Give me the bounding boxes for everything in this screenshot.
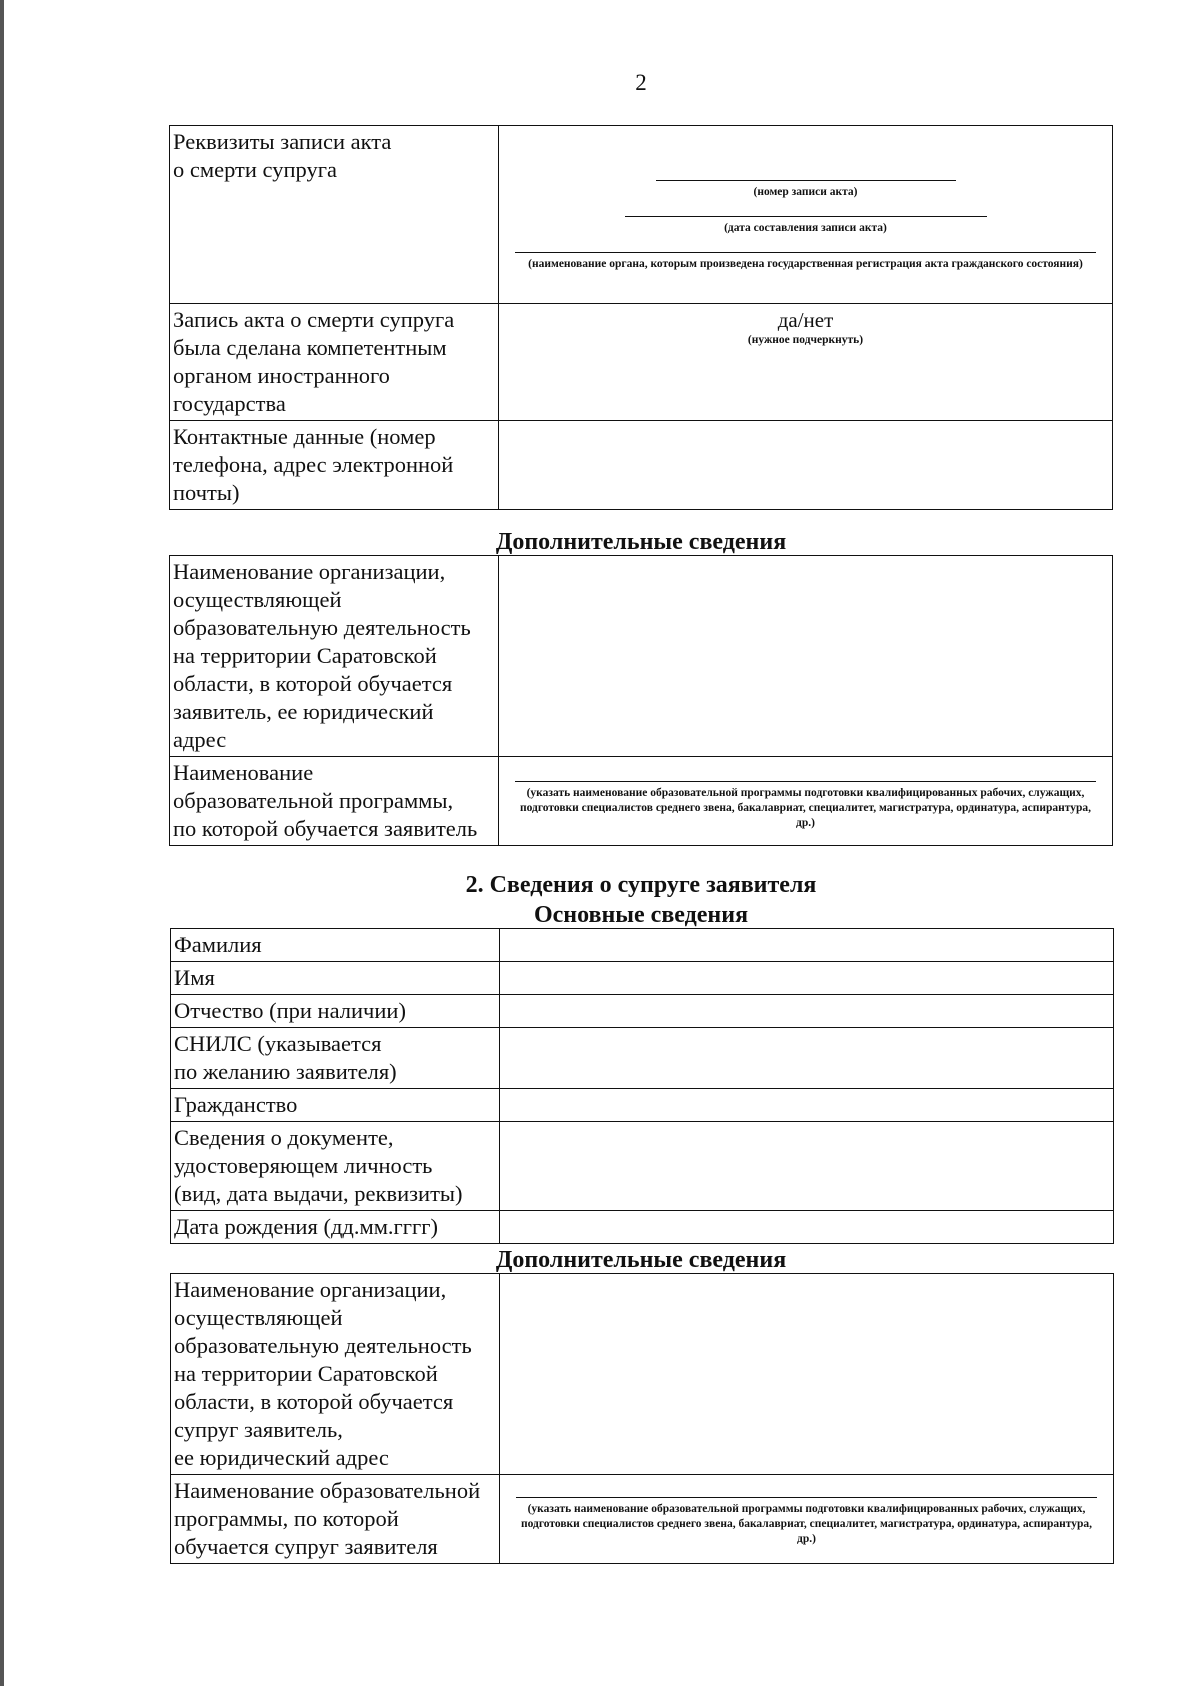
snils-field[interactable] [500,1028,1114,1089]
act-date-line[interactable] [625,216,987,217]
foreign-authority-field[interactable] [499,304,1113,421]
row-label: Наименование организации, осуществляющей образовательную деятельность на территории Саратовской области, в которой обучается супруг заявитель, ее юридический адрес [171,1274,500,1475]
program-line[interactable] [515,781,1096,782]
row-label: Наименование образовательной программы, по которой обучается супруг заявителя [171,1475,500,1564]
name-field[interactable] [500,962,1114,995]
spouse-basic-table [170,928,1114,1244]
table-row [170,126,1113,304]
table-row [170,757,1113,846]
registration-authority-line[interactable] [515,252,1096,253]
table-row [171,995,1114,1028]
section-heading-additional-2: Дополнительные сведения [495,1247,787,1273]
surname-field[interactable] [500,929,1114,962]
act-number-caption: (номер записи акта) [753,186,858,198]
row-label: Сведения о документе, удостоверяющем личность (вид, дата выдачи, реквизиты) [171,1122,500,1211]
table-row [171,1274,1114,1475]
row-label: СНИЛС (указывается по желанию заявителя) [171,1028,500,1089]
row-label: Наименование образовательной программы, по которой обучается заявитель [170,757,499,846]
identity-document-field[interactable] [500,1122,1114,1211]
page-number: 2 [635,70,647,95]
death-record-table [169,125,1113,510]
birth-date-field[interactable] [500,1211,1114,1244]
row-label: Отчество (при наличии) [171,995,500,1028]
row-label: Наименование организации, осуществляющей образовательную деятельность на территории Саратовской области, в которой обучается заявитель, ее юридический адрес [170,556,499,757]
organization-field[interactable] [499,556,1113,757]
table-row [171,1028,1114,1089]
section-heading-spouse: 2. Сведения о супруге заявителя [465,872,817,898]
row-label: Реквизиты записи акта о смерти супруга [170,126,499,304]
table-row [170,304,1113,421]
spouse-program-caption: (указать наименование образовательной программы подготовки квалифицированных рабочих, служащих, подготовки специалистов среднего звена, бакалавриат, специалитет, магистратура, ординатура, аспирантура, др.) [520,1503,1093,1545]
program-field[interactable] [499,757,1113,846]
row-label: Фамилия [171,929,500,962]
row-label: Дата рождения (дд.мм.гггг) [171,1211,500,1244]
patronymic-field[interactable] [500,995,1114,1028]
table-row [170,556,1113,757]
table-row [170,421,1113,510]
table-row [171,1211,1114,1244]
table-row [171,1089,1114,1122]
row-label: Гражданство [171,1089,500,1122]
act-record-field[interactable] [499,126,1113,304]
registration-authority-caption: (наименование органа, которым произведена государственная регистрация акта гражданского состояния) [528,258,1083,270]
table-row [171,1122,1114,1211]
yes-no-choice[interactable]: да/нет [777,308,834,332]
act-number-line[interactable] [656,180,956,181]
act-date-caption: (дата составления записи акта) [724,222,887,234]
table-row [171,1475,1114,1564]
table-row [171,929,1114,962]
table-row [171,962,1114,995]
contact-data-field[interactable] [499,421,1113,510]
additional-info-table-1 [169,555,1113,846]
citizenship-field[interactable] [500,1089,1114,1122]
choice-caption: (нужное подчеркнуть) [747,334,864,346]
spouse-program-line[interactable] [516,1497,1097,1498]
row-label: Запись акта о смерти супруга была сделана компетентным органом иностранного государства [170,304,499,421]
row-label: Контактные данные (номер телефона, адрес электронной почты) [170,421,499,510]
section-heading-additional-1: Дополнительные сведения [495,529,787,555]
spouse-organization-field[interactable] [500,1274,1114,1475]
additional-info-table-2 [170,1273,1114,1564]
page-edge [0,0,4,1686]
section-subheading-basic: Основные сведения [533,902,749,928]
program-caption: (указать наименование образовательной программы подготовки квалифицированных рабочих, служащих, подготовки специалистов среднего звена, бакалавриат, специалитет, магистратура, ординатура, аспирантура, др.) [519,787,1092,829]
row-label: Имя [171,962,500,995]
spouse-program-field[interactable] [500,1475,1114,1564]
